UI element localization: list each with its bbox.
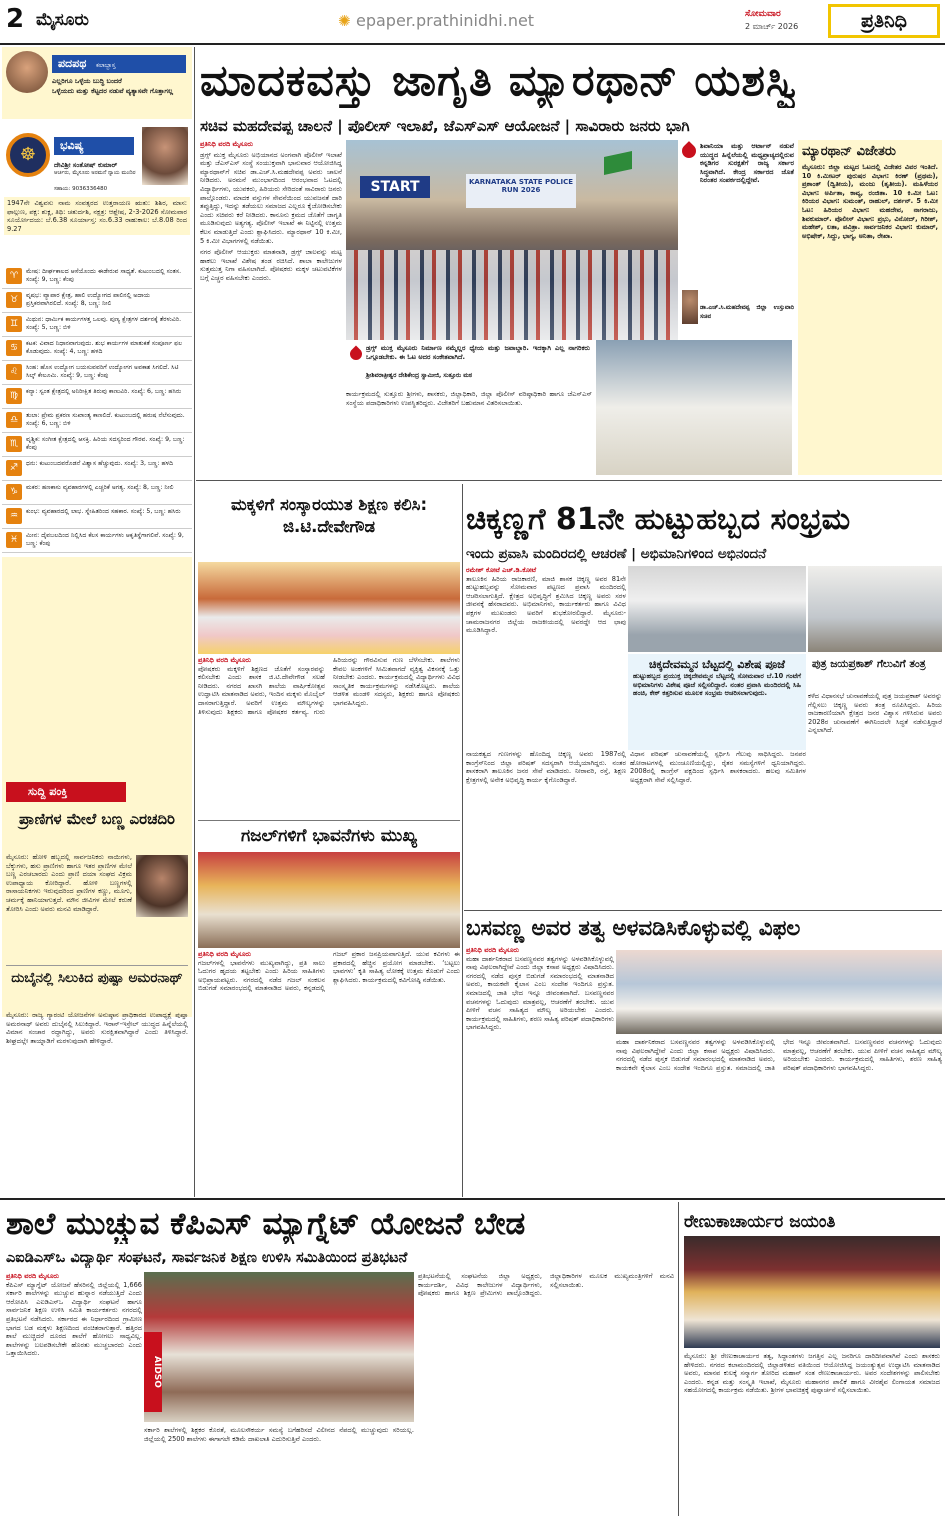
basavanna-body-cont: ಮಹಾ ದಾರ್ಶನಿಕರಾದ ಬಸವಣ್ಣನವರ ತತ್ವಗಳನ್ನು ಅಳವಡಿಸಿಕೊಳ್ಳುವಲ್ಲಿ ನಾವು ವಿಫಲರಾಗಿದ್ದೇವೆ ಎಂದು ಜಿಲ್ಲಾ ಕಸಾಪ ಅಧ್ಯಕ್ಷರು ವಿಷಾದಿಸಿದರು. ನಗರದಲ್ಲಿ ನಡೆದ ಪುಸ್ತಕ ಬಿಡುಗಡೆ ಸಮಾರಂಭದಲ್ಲಿ ಮಾತನಾಡಿದ ಅವರು, ಕಾಯಕವೇ ಕೈಲಾಸ ಎಂಬ ಸಂದೇಶ ಇಂದಿಗೂ ಪ್ರಸ್ತುತ. ಸಮಾಜದಲ್ಲಿ ಜಾತಿ ಭೇದ ಇನ್ನೂ ಜೀವಂತವಾಗಿದೆ. ಬಸವಣ್ಣನವರ ವಚನಗಳನ್ನು ಓದುವುದು ಮಾತ್ರವಲ್ಲ, ಆಚರಣೆಗೆ ತರಬೇಕು. ಯುವ ಪೀಳಿಗೆ ವಚನ ಸಾಹಿತ್ಯದ ಮೌಲ್ಯ ಅರಿಯಬೇಕು ಎಂದರು. ಕಾರ್ಯಕ್ರಮದಲ್ಲಿ ಸಾಹಿತಿಗಳು, ಶರಣ ಸಾಹಿತ್ಯ ಪರಿಷತ್ ಪದಾಧಿಕಾರಿಗಳು ಭಾಗವಹಿಸಿದ್ದರು. (616, 1038, 942, 1072)
birthday-byline: ರಮೇಶ್ ಕೋಟೆ ಎಚ್.ಡಿ.ಕೋಟೆ (466, 566, 537, 574)
basavanna-headline: ಬಸವಣ್ಣ ಅವರ ತತ್ವ ಅಳವಡಿಸಿಕೊಳ್ಳುವಲ್ಲಿ ವಿಫಲ (466, 916, 801, 941)
sign-text: ಮಕರ: ಹಣಕಾಸು ವ್ಯವಹಾರಗಳಲ್ಲಿ ಎಚ್ಚರಿಕೆ ಅಗತ್ಯ. ಸಂಖ್ಯೆ: 8, ಬಣ್ಣ: ನೀಲಿ (26, 484, 174, 491)
renuka-headline: ರೇಣುಕಾಚಾರ್ಯರ ಜಯಂತಿ (684, 1212, 836, 1232)
birthday-text-col2 (466, 750, 626, 894)
date-label: 2 ಮಾರ್ಚ್ 2026 (745, 22, 799, 31)
lead-walk-photo (596, 340, 792, 475)
gtd-bottom-rule (198, 820, 460, 821)
green-flag-icon (604, 151, 632, 175)
ghazal-photo (198, 852, 460, 948)
ghazal-body: ಗಜಲ್‌ಗಳಲ್ಲಿ ಭಾವನೆಗಳು ಮುಖ್ಯವಾಗಿದ್ದು, ಪ್ರತಿ ಸಾಲು ಓದುಗರ ಹೃದಯ ತಟ್ಟಬೇಕು ಎಂದು ಹಿರಿಯ ಸಾಹಿತಿಗಳು ಅಭಿಪ್ರಾಯಪಟ್ಟರು. ನಗರದಲ್ಲಿ ನಡೆದ ಗಜಲ್ ಸಂಕಲನ ಬಿಡುಗಡೆ ಸಮಾರಂಭದಲ್ಲಿ ಮಾತನಾಡಿದ ಅವರು, ಕನ್ನಡದಲ್ಲಿ ಗಜಲ್ ಪ್ರಕಾರ ಜನಪ್ರಿಯವಾಗುತ್ತಿದೆ. ಯುವ ಕವಿಗಳು ಈ ಪ್ರಕಾರದಲ್ಲಿ ಹೆಚ್ಚಿನ ಪ್ರಯೋಗ ಮಾಡಬೇಕು. ‘ಬಟ್ಟಲು ಭಾವಗಳು’ ಕೃತಿ ಸಾಹಿತ್ಯ ಲೋಕಕ್ಕೆ ಉತ್ತಮ ಕೊಡುಗೆ ಎಂದು ಶ್ಲಾಘಿಸಿದರು. ಕಾರ್ಯಕ್ರಮದಲ್ಲಿ ಕವಿಗೋಷ್ಠಿ ನಡೆಯಿತು. (198, 950, 460, 993)
padapatha-line2: ಒಳ್ಳೆಯದು ಮತ್ತು ಕೆಟ್ಟದರ ನಡುವೆ ವ್ಯತ್ಯಾಸವೇ ಗೊತ್ತಾಗಲ್ಲ (52, 87, 174, 95)
suddi-headline: ಪ್ರಾಣಿಗಳ ಮೇಲೆ ಬಣ್ಣ ಎರಚದಿರಿ (19, 810, 175, 828)
start-banner (360, 176, 430, 198)
kps-text-col2 (144, 1426, 414, 1516)
kps-headline: ಶಾಲೆ ಮುಚ್ಚುವ ಕೆಪಿಎಸ್ ಮ್ಯಾಗ್ನೆಟ್ ಯೋಜನೆ ಬೇಡ (6, 1206, 526, 1242)
lead-quote2 (346, 342, 592, 386)
ghazal-headline: ಗಜಲ್‌ಗಳಿಗೆ ಭಾವನೆಗಳು ಮುಖ್ಯ (240, 826, 418, 846)
birthday-body-2: ನಾಯಕತ್ವದ ಗುಣಗಳನ್ನು ಹೊಂದಿದ್ದ ಚಿಕ್ಕಣ್ಣ ಅವರು 1987ರಲ್ಲಿ ಕಾಂಗ್ರೆಸ್‌ನಿಂದ ಜಿಲ್ಲಾ ಪರಿಷತ್ ಸದಸ್ಯರಾಗಿ ಆಯ್ಕೆಯಾಗಿದ್ದರು. ನಂತರ ಶಾಸಕರಾಗಿ ತಾಲೂಕಿನ ಜನರ ಸೇವೆ ಮಾಡಿದರು. ನೀರಾವರಿ, ರಸ್ತೆ, ಶಿಕ್ಷಣ ಕ್ಷೇತ್ರಗಳಲ್ಲಿ ಅನೇಕ ಅಭಿವೃದ್ಧಿ ಕಾರ್ಯ ಕೈಗೊಂಡಿದ್ದಾರೆ. (466, 750, 626, 784)
sign-text: ಮಿಥುನ: ಧಾರ್ಮಿಕ ಕಾರ್ಯಗಳತ್ತ ಒಲವು. ಪುಣ್ಯ ಕ್ಷೇತ್ರಗಳ ದರ್ಶನಕ್ಕೆ ತೆರಳುವಿರಿ. ಸಂಖ್ಯೆ: 5, ಬಣ್ಣ: ಬಿಳಿ (26, 316, 182, 331)
bhavishya-box (2, 123, 192, 263)
puja-box (628, 654, 806, 750)
lead-text-col1 (200, 140, 342, 475)
padapatha-title-bar (52, 55, 186, 73)
sign-text: ವೃಶ್ಚಿಕ: ಸಂಗೀತ ಕ್ಷೇತ್ರದಲ್ಲಿ ಆಸಕ್ತಿ. ಹಿರಿಯ ಸದಸ್ಯರಿಂದ ಗೌರವ. ಸಂಖ್ಯೆ: 9, ಬಣ್ಣ: ಕೆಂಪು (26, 436, 185, 451)
quote-drop-icon (682, 141, 699, 161)
gtd-byline: ಪ್ರತಿನಿಧಿ ವರದಿ ಮೈಸೂರು (198, 656, 252, 664)
lead-headline: ಮಾದಕವಸ್ತು ಜಾಗೃತಿ ಮ್ಯಾರಥಾನ್ ಯಶಸ್ವಿ (200, 56, 798, 106)
leo-icon: ♌ (6, 364, 22, 380)
gemini-icon: ♊ (6, 316, 22, 332)
puja-body: ಹುಟ್ಟುಹಬ್ಬದ ಪ್ರಯುಕ್ತ ಚಿಕ್ಕದೇವಮ್ಮನ ಬೆಟ್ಟದಲ್ಲಿ ಸೋಮವಾರ ಬೆ.10 ಗಂಟೆಗೆ ಅಭಿಮಾನಿಗಳು ವಿಶೇಷ ಪೂಜೆ ಸಲ್ಲಿಸಲಿದ್ದಾರೆ. ನಂತರ ಪ್ರವಾಸಿ ಮಂದಿರದಲ್ಲಿ ಸಿಹಿ ಹಂಚಿ, ಕೇಕ್ ಕತ್ತರಿಸುವ ಮೂಲಕ ಸಂಭ್ರಮ ಆಚರಿಸಲಾಗುವುದು. (633, 672, 801, 698)
renuka-text (684, 1352, 940, 1516)
sign-text: ಕುಂಭ: ವ್ಯವಹಾರದಲ್ಲಿ ಲಾಭ. ಸ್ನೇಹಿತರಿಂದ ಸಹಕಾರ. ಸಂಖ್ಯೆ: 5, ಬಣ್ಣ: ಹಸಿರು (26, 508, 181, 515)
quote2-drop-icon (348, 346, 365, 363)
kps-body-2: ಸರ್ಕಾರಿ ಶಾಲೆಗಳಲ್ಲಿ ಶಿಕ್ಷಕರ ಕೊರತೆ, ಮೂಲಸೌಕರ್ಯ ಸಮಸ್ಯೆ ಬಗೆಹರಿಸದೆ ವಿಲೀನದ ನೆಪದಲ್ಲಿ ಮುಚ್ಚುವುದು ಸರಿಯಲ್ಲ. ಜಿಲ್ಲೆಯಲ್ಲಿ 2500 ಶಾಲೆಗಳು ಈಗಾಗಲೇ ಕಡಿಮೆ ದಾಖಲಾತಿ ಎದುರಿಸುತ್ತಿವೆ ಎಂದರು. (144, 1426, 414, 1443)
padapatha-photo (6, 51, 48, 93)
brand-name: ಪ್ರತಿನಿಧಿ (861, 10, 907, 32)
kps-text-col1 (6, 1272, 142, 1516)
kps-text-col3 (418, 1272, 674, 1516)
basavanna-byline: ಪ್ರತಿನಿಧಿ ವರದಿ ಮೈಸೂರು (466, 946, 520, 954)
sign-row (2, 529, 192, 553)
start-label: START (370, 179, 420, 195)
padapatha-line1: ಎಲ್ಲರಿಗೂ ಒಳ್ಳೆಯ ಬುದ್ಧಿ ಬಂದರೆ (52, 77, 122, 85)
lead-marathon-photo (346, 140, 678, 340)
son-text (808, 692, 942, 892)
sign-text: ಮೀನ: ದೈವಬಲದಿಂದ ನಿಲ್ಲಿಸಿದ ಕೆಲಸ ಕಾರ್ಯಗಳು ಆಕೃತಿಸ್ಥೆಗಾಗಲಿವೆ. ಸಂಖ್ಯೆ: 9, ಬಣ್ಣ: ಕೆಂಪು (26, 532, 184, 547)
masthead-rule (0, 43, 945, 45)
padapatha-author: ಕಲಾಬ್ಬಾಸ್ತ (96, 62, 116, 69)
birthday-photo-2 (808, 566, 942, 652)
lead-body-2: ನಗರ ಪೊಲೀಸ್ ಆಯುಕ್ತರು ಮಾತನಾಡಿ, ಡ್ರಗ್ಸ್ ಜಾಲವನ್ನು ಮಟ್ಟ ಹಾಕಲು ಇಲಾಖೆ ವಿಶೇಷ ತಂಡ ರಚಿಸಿದೆ. ಶಾಲಾ ಕಾಲೇಜುಗಳ ಸುತ್ತಮುತ್ತ ನಿಗಾ ವಹಿಸಲಾಗಿದೆ. ಪೋಷಕರು ಮಕ್ಕಳ ಚಟುವಟಿಕೆಗಳ ಬಗ್ಗೆ ಎಚ್ಚರ ವಹಿಸಬೇಕು ಎಂದರು. (200, 248, 342, 282)
pisces-icon: ♓ (6, 532, 22, 548)
minister-photo (682, 290, 698, 324)
sign-row (2, 385, 192, 409)
crowd-shape (346, 250, 678, 340)
site-url[interactable]: epaper.prathinidhi.net (356, 11, 535, 30)
lead-body-1: ಡ್ರಗ್ಸ್ ಮುಕ್ತ ಮೈಸೂರು ಅಭಿಯಾನದ ಅಂಗವಾಗಿ ಪೊಲೀಸ್ ಇಲಾಖೆ ಮತ್ತು ಜೆಎಸ್‌ಎಸ್ ಸಂಸ್ಥೆ ಸಂಯುಕ್ತವಾಗಿ ಭಾನುವಾರ ಆಯೋಜಿಸಿದ್ದ ಮ್ಯಾರಥಾನ್‌ಗೆ ಸಚಿವ ಡಾ.ಎಚ್.ಸಿ.ಮಹದೇವಪ್ಪ ಅವರು ಚಾಲನೆ ನೀಡಿದರು. ಅರಮನೆ ಮುಂಭಾಗದಿಂದ ಆರಂಭವಾದ ಓಟದಲ್ಲಿ ವಿದ್ಯಾರ್ಥಿಗಳು, ಯುವಕರು, ಹಿರಿಯರು ಸೇರಿದಂತೆ ಸಾವಿರಾರು ಜನರು ಪಾಲ್ಗೊಂಡರು. ಮಾದಕ ವಸ್ತುಗಳ ಸೇವನೆಯಿಂದ ಯುವಜನತೆ ದಾರಿ ತಪ್ಪುತ್ತಿದ್ದು, ಇದನ್ನು ತಡೆಯಲು ಸಮಾಜದ ಎಲ್ಲರೂ ಕೈಜೋಡಿಸಬೇಕು ಎಂದು ಸಚಿವರು ಕರೆ ನೀಡಿದರು. ಕಾನೂನು ಕ್ರಮದ ಜೊತೆಗೆ ಜಾಗೃತಿ ಮೂಡಿಸುವುದು ಅತ್ಯಗತ್ಯ. ಪೊಲೀಸ್ ಇಲಾಖೆ ಈ ನಿಟ್ಟಿನಲ್ಲಿ ಉತ್ತಮ ಕೆಲಸ ಮಾಡುತ್ತಿದೆ ಎಂದು ಶ್ಲಾಘಿಸಿದರು. ಮ್ಯಾರಥಾನ್ 10 ಕಿ.ಮೀ, 5 ಕಿ.ಮೀ ವಿಭಾಗಗಳಲ್ಲಿ ನಡೆಯಿತು. (200, 150, 342, 245)
panchanga: 1947ನೇ ವಿಶ್ವವಸು ನಾಮ ಸಂವತ್ಸರದ ಉತ್ತರಾಯಣ ಋತು: ಶಿಶಿರ, ಮಾಸ: ಫಾಲ್ಗುಣ, ಪಕ್ಷ: ಶುಕ್ಲ, ತಿಥಿ: ಚತುರ್ದಶಿ, ನಕ್ಷತ್ರ: ಆಶ್ಲೇಷ, 2-3-2026 ಸೋಮವಾರ ಸೂರ್ಯೋದಯ: ಬೆ.6.38 ಸೂರ್ಯಾಸ್ತ: ಸಂ.6.33 ರಾಹುಕಾಲ: ಬೆ.8.08 ರಿಂದ 9.27 (4, 197, 190, 235)
winners-body: ಮೈಸೂರು: ಜಿಲ್ಲಾ ಮಟ್ಟದ ಓಟದಲ್ಲಿ ವಿಜೇತರ ವಿವರ ಇಂತಿದೆ. 10 ಕಿ.ಮೀಟರ್ ಪುರುಷರ ವಿಭಾಗ: ಕಿರಣ್ (ಪ್ರಥಮ), ಪ್ರಶಾಂತ್ (ದ್ವಿತೀಯ), ಮಂಜು (ತೃತೀಯ). ಮಹಿಳೆಯರ ವಿಭಾಗ: ಅರ್ಪಿತಾ, ಕಾವ್ಯ, ರಂಜಿತಾ. 10 ಕಿ.ಮೀ ಓಟ: ಕಿರಿಯರ ವಿಭಾಗ: ಸುಮಂತ್, ರಾಹುಲ್, ದರ್ಶನ್. 5 ಕಿ.ಮೀ ಓಟ: ಹಿರಿಯರ ವಿಭಾಗ: ಮಹದೇವ, ನಾಗರಾಜು, ಶಿವಕುಮಾರ್. ಪೊಲೀಸ್ ವಿಭಾಗ: ಪ್ರಭು, ವಿನೋದ್, ಗಿರೀಶ್, ಮಹೇಶ್, ಲತಾ, ಪವಿತ್ರಾ. ಸಾರ್ವಜನಿಕರ ವಿಭಾಗ: ಕುಮಾರ್, ಅಭಿಷೇಕ್, ಸಿದ್ದು, ಭಾಗ್ಯ, ಅನಿತಾ, ರೇಖಾ. (802, 163, 938, 240)
event-banner-text: KARNATAKA STATE POLICE RUN 2026 (468, 178, 574, 194)
birthday-subhead: ಇಂದು ಪ್ರವಾಸಿ ಮಂದಿರದಲ್ಲಿ ಆಚರಣೆ | ಅಭಿಮಾನಿಗಳಿಂದ ಅಭಿನಂದನೆ (466, 546, 767, 562)
capricorn-icon: ♑ (6, 484, 22, 500)
left-column (2, 47, 192, 1197)
sign-text: ತುಲಾ: ಪ್ರೇಮ ಪ್ರಕರಣ ಸುಖಾಂತ್ಯ ಕಾಣಲಿದೆ. ಕುಟುಂಬದಲ್ಲಿ ಹರುಷ ನೆಲೆಸುವುದು. ಸಂಖ್ಯೆ: 6, ಬಣ್ಣ: ಬಿಳಿ (26, 412, 185, 427)
signs-list (2, 265, 192, 553)
lead-quote1 (682, 140, 794, 340)
lead-body-3: ಕಾರ್ಯಕ್ರಮದಲ್ಲಿ ಸುತ್ತೂರು ಶ್ರೀಗಳು, ಶಾಸಕರು, ಜಿಲ್ಲಾಧಿಕಾರಿ, ಜಿಲ್ಲಾ ಪೊಲೀಸ್ ವರಿಷ್ಠಾಧಿಕಾರಿ ಹಾಗೂ ಜೆಎಸ್‌ಎಸ್ ಸಂಸ್ಥೆಯ ಪದಾಧಿಕಾರಿಗಳು ಉಪಸ್ಥಿತರಿದ್ದರು. ವಿಜೇತರಿಗೆ ಬಹುಮಾನ ವಿತರಿಸಲಾಯಿತು. (346, 390, 592, 407)
sign-row (2, 313, 192, 337)
sign-text: ಧನು: ಕುಟುಂಬದವರೊಡನೆ ವಿಶ್ವಾಸ ಹೆಚ್ಚುವುದು. ಸಂಖ್ಯೆ: 3, ಬಣ್ಣ: ಹಳದಿ (26, 460, 174, 467)
sign-row (2, 457, 192, 481)
kps-body-1: ಕೆಪಿಎಸ್ ಮ್ಯಾಗ್ನೆಟ್ ಯೋಜನೆ ಹೆಸರಿನಲ್ಲಿ ಜಿಲ್ಲೆಯಲ್ಲಿ 1,666 ಸರ್ಕಾರಿ ಶಾಲೆಗಳನ್ನು ಮುಚ್ಚುವ ಹುನ್ನಾರ ನಡೆಯುತ್ತಿದೆ ಎಂದು ಆರೋಪಿಸಿ ಎಐಡಿಎಸ್‌ಒ ವಿದ್ಯಾರ್ಥಿ ಸಂಘಟನೆ ಹಾಗೂ ಸಾರ್ವಜನಿಕ ಶಿಕ್ಷಣ ಉಳಿಸಿ ಸಮಿತಿ ಕಾರ್ಯಕರ್ತರು ನಗರದಲ್ಲಿ ಪ್ರತಿಭಟನೆ ನಡೆಸಿದರು. ಸರ್ಕಾರದ ಈ ನಿರ್ಧಾರದಿಂದ ಗ್ರಾಮೀಣ ಭಾಗದ ಬಡ ಮಕ್ಕಳು ಶಿಕ್ಷಣದಿಂದ ವಂಚಿತರಾಗುತ್ತಾರೆ. ಹತ್ತಿರದ ಶಾಲೆ ಮುಚ್ಚಿದರೆ ದೂರದ ಶಾಲೆಗೆ ಹೋಗಲು ಸಾಧ್ಯವಿಲ್ಲ. ಶಾಲೆಗಳನ್ನು ಬಲಪಡಿಸಬೇಕೇ ಹೊರತು ಮುಚ್ಚಬಾರದು ಎಂದು ಒತ್ತಾಯಿಸಿದರು. (6, 1280, 142, 1358)
sign-row (2, 481, 192, 505)
birthday-body-3: ವಿಧಾನ ಪರಿಷತ್ ಚುನಾವಣೆಯಲ್ಲಿ ಸ್ಪರ್ಧಿಸಿ ಗೆಲುವು ಸಾಧಿಸಿದ್ದರು. ಜನಪರ ಹೋರಾಟಗಳಲ್ಲಿ ಮುಂಚೂಣಿಯಲ್ಲಿದ್ದು, ರೈತರ ಸಮಸ್ಯೆಗಳಿಗೆ ಧ್ವನಿಯಾಗಿದ್ದರು. 2008ರಲ್ಲಿ ಕಾಂಗ್ರೆಸ್ ಪಕ್ಷದಿಂದ ಸ್ಪರ್ಧಿಸಿ ಶಾಸಕರಾದರು. ಹಲವು ಸಮಿತಿಗಳ ಅಧ್ಯಕ್ಷರಾಗಿ ಸೇವೆ ಸಲ್ಲಿಸಿದ್ದಾರೆ. (630, 750, 806, 784)
sign-row (2, 409, 192, 433)
left-column-divider (194, 47, 195, 1197)
suddi-title-bar (6, 782, 126, 802)
gtd-body: ಪೋಷಕರು ಮಕ್ಕಳಿಗೆ ಶಿಕ್ಷಣದ ಜೊತೆಗೆ ಸಂಸ್ಕಾರವನ್ನು ಕಲಿಸಬೇಕು ಎಂದು ಶಾಸಕ ಜಿ.ಟಿ.ದೇವೇಗೌಡ ಸಲಹೆ ನೀಡಿದರು. ನಗರದ ಖಾಸಗಿ ಶಾಲೆಯ ವಾರ್ಷಿಕೋತ್ಸವ ಉದ್ಘಾಟಿಸಿ ಮಾತನಾಡಿದ ಅವರು, ಇಂದಿನ ಮಕ್ಕಳು ಮೊಬೈಲ್ ದಾಸರಾಗುತ್ತಿದ್ದಾರೆ. ಅವರಿಗೆ ಉತ್ತಮ ಮೌಲ್ಯಗಳನ್ನು ತಿಳಿಸುವುದು ಶಿಕ್ಷಕರು ಹಾಗೂ ಪೋಷಕರ ಕರ್ತವ್ಯ. ಗುರು ಹಿರಿಯರನ್ನು ಗೌರವಿಸುವ ಗುಣ ಬೆಳೆಸಬೇಕು. ಶಾಲೆಗಳು ಕೇವಲ ಅಂಕಗಳಿಗೆ ಸೀಮಿತವಾಗದೆ ವ್ಯಕ್ತಿತ್ವ ವಿಕಸನಕ್ಕೆ ಒತ್ತು ನೀಡಬೇಕು ಎಂದರು. ಕಾರ್ಯಕ್ರಮದಲ್ಲಿ ವಿದ್ಯಾರ್ಥಿಗಳು ವಿವಿಧ ಸಾಂಸ್ಕೃತಿಕ ಕಾರ್ಯಕ್ರಮಗಳನ್ನು ನಡೆಸಿಕೊಟ್ಟರು. ಶಾಲೆಯ ಆಡಳಿತ ಮಂಡಳಿ ಸದಸ್ಯರು, ಶಿಕ್ಷಕರು ಹಾಗೂ ಪೋಷಕರು ಭಾಗವಹಿಸಿದ್ದರು. (198, 656, 460, 716)
sign-row (2, 361, 192, 385)
aidso-banner (144, 1332, 162, 1412)
event-banner (466, 174, 576, 208)
suddi-divider (6, 965, 188, 966)
gtd-text (198, 656, 460, 816)
aidso-label: AIDSO (152, 1356, 162, 1388)
padapatha-title: ಪದಪಥ (58, 57, 87, 70)
sign-text: ವೃಷಭ: ವ್ಯಾಪಾರ ಕ್ಷೇತ್ರ, ಹಾಲಿ ಉದ್ಯೋಗದ ಪಾಲಿನಲ್ಲಿ ಅದಾಯ ಪ್ರಸ್ತಿಕರವಾಗಿರಲಿದೆ. ಸಂಖ್ಯೆ: 8, ಬಣ್ಣ: ನೀಲಿ (26, 292, 151, 307)
lead-text-col2 (346, 390, 592, 476)
lead-quote2-text: ಡ್ರಗ್ಸ್ ಮುಕ್ತ ಮೈಸೂರು ನಿರ್ಮಾಣ ನಮ್ಮೆಲ್ಲರ ಧ್ಯೇಯ ಮತ್ತು ಜವಾಬ್ದಾರಿ. ಇದಕ್ಕಾಗಿ ಎಲ್ಲ ನಾಗರಿಕರು ಒಗ್ಗೂಡಬೇಕು. ಈ ಓಟ ಅದರ ಸಂಕೇತವಾಗಿದೆ. (366, 344, 590, 361)
kps-body-3: ಪ್ರತಿಭಟನೆಯಲ್ಲಿ ಸಂಘಟನೆಯ ಜಿಲ್ಲಾ ಅಧ್ಯಕ್ಷರು, ಕಾರ್ಯದರ್ಶಿ, ವಿವಿಧ ಕಾಲೇಜುಗಳ ವಿದ್ಯಾರ್ಥಿಗಳು, ಪೋಷಕರು ಹಾಗೂ ಶಿಕ್ಷಣ ಪ್ರೇಮಿಗಳು ಪಾಲ್ಗೊಂಡಿದ್ದರು. ಜಿಲ್ಲಾಧಿಕಾರಿಗಳ ಮೂಲಕ ಮುಖ್ಯಮಂತ್ರಿಗಳಿಗೆ ಮನವಿ ಸಲ್ಲಿಸಲಾಯಿತು. (418, 1272, 674, 1298)
gtd-headline: ಮಕ್ಕಳಿಗೆ ಸಂಸ್ಕಾರಯುತ ಶಿಕ್ಷಣ ಕಲಿಸಿ: ಜಿ.ಟಿ.ದೇವೇಗೌಡ (230, 495, 428, 536)
sign-text: ಕನ್ಯಾ: ಸ್ವಂತ ಕ್ಷೇತ್ರದಲ್ಲಿ ಅನಿರೀಕ್ಷಿತ ತಿರುವು ಕಾಣುವಿರಿ. ಸಂಖ್ಯೆ: 6, ಬಣ್ಣ: ಹಸಿರು (26, 388, 182, 395)
dubai-headline: ದುಬೈನಲ್ಲಿ ಸಿಲುಕಿದ ಪುಷ್ಪಾ ಅಮರನಾಥ್ (11, 970, 183, 986)
lead-quote2-by: ಶ್ರೀಶಿವರಾತ್ರೀಶ್ವರ ದೇಶಿಕೇಂದ್ರ ಸ್ವಾಮೀಜಿ, ಸುತ್ತೂರು ಮಠ (366, 372, 473, 379)
libra-icon: ♎ (6, 412, 22, 428)
sign-text: ಸಿಂಹ: ಹೊಸ ಉದ್ಯೋಗ ಬಯಸುವವರಿಗೆ ಉದ್ಯೋಗಗ ಅವಕಾಶ ಸಿಗಲಿದೆ. ಸಿಟಿ ಸಿಲ್ಕ್ ಕೇಲೂಮಿ. ಸಂಖ್ಯೆ: 9, ಬಣ್ಣ: ಕೆಂಪು (26, 364, 179, 379)
kps-byline: ಪ್ರತಿನಿಧಿ ವರದಿ ಮೈಸೂರು (6, 1272, 60, 1280)
winners-title: ಮ್ಯಾರಥಾನ್ ವಿಜೇತರು (802, 144, 896, 159)
sign-text: ಮೇಷ: ದೀರ್ಘಕಾಲದ ಆಸೆಯೊಂದು ಈಡೇರುವ ಸಾಧ್ಯತೆ. ಕುಟುಂಬದಲ್ಲಿ ಸಂತಸ. ಸಂಖ್ಯೆ: 9, ಬಣ್ಣ: ಕೆಂಪು (26, 268, 182, 283)
kps-protest-photo (144, 1272, 414, 1422)
lead-byline: ಪ್ರತಿನಿಧಿ ವರದಿ ಮೈಸೂರು (200, 140, 254, 148)
suddi-body: ಮೈಸೂರು: ಹೋಳಿ ಹಬ್ಬದಲ್ಲಿ ಸಾರ್ವಜನಿಕರು ನಾಯಿಗಳು, ಬೆಕ್ಕುಗಳು, ಹಸು ಪ್ರಾಣಿಗಳು ಹಾಗೂ ಇತರ ಪ್ರಾಣಿಗಳ ಮೇಲೆ ಬಣ್ಣ ಎರಚಬಾರದು ಎಂದು ಪ್ರಾಣಿ ದಯಾ ಸಂಘದ ವಿಕ್ರಮ ಉಪಾಧ್ಯಾಯ ಕೋರಿದ್ದಾರೆ. ಹೋಳಿ ಬಣ್ಣಗಳಲ್ಲಿ ರಾಸಾಯನಿಕಗಳು ಇರುವುದರಿಂದ ಪ್ರಾಣಿಗಳ ಕಣ್ಣು, ಮೂಗು, ಚರ್ಮಕ್ಕೆ ಹಾನಿಯಾಗುತ್ತದೆ. ಮೌನ ಜೀವಿಗಳ ಮೇಲೆ ಕರುಣೆ ತೋರಿಸಿ ಎಂದು ಅವರು ಮನವಿ ಮಾಡಿದ್ದಾರೆ. (6, 853, 132, 913)
lead-quote1-text: ಶಿವಾನಿಯಾ ಮತ್ತು ಆರ್ಟಾನ್ ನಡುವೆ ಯುದ್ಧದ ಹಿನ್ನೆಲೆಯಲ್ಲಿ ಮಧ್ಯಪ್ರಾಚ್ಯದಲ್ಲಿರುವ ಕನ್ನಡಿಗರ ಸುರಕ್ಷತೆಗೆ ರಾಜ್ಯ ಸರ್ಕಾರ ಸಿದ್ಧವಾಗಿದೆ. ಕೇಂದ್ರ ಸರ್ಕಾರದ ಜೊತೆ ನಿರಂತರ ಸಂಪರ್ಕದಲ್ಲಿದ್ದೇವೆ. (700, 142, 794, 185)
ghazal-text (198, 950, 460, 1195)
birthday-body-1: ತಾಲೂಕಿನ ಹಿರಿಯ ರಾಜಕಾರಣಿ, ಮಾಜಿ ಶಾಸಕ ಚಿಕ್ಕಣ್ಣ ಅವರ 81ನೇ ಹುಟ್ಟುಹಬ್ಬವನ್ನು ಸೋಮವಾರ ಪಟ್ಟಣದ ಪ್ರವಾಸಿ ಮಂದಿರದಲ್ಲಿ ಆಚರಿಸಲಾಗುತ್ತಿದೆ. ಕ್ಷೇತ್ರದ ಅಭಿವೃದ್ಧಿಗೆ ಶ್ರಮಿಸಿದ ಚಿಕ್ಕಣ್ಣ ಅವರು ಸರಳ ಜೀವನಕ್ಕೆ ಹೆಸರಾದವರು. ಅಭಿಮಾನಿಗಳು, ಕಾರ್ಯಕರ್ತರು ಹಾಗೂ ವಿವಿಧ ಪಕ್ಷಗಳ ಮುಖಂಡರು ಅವರಿಗೆ ಶುಭಕೋರಲಿದ್ದಾರೆ. ಮೈಸೂರು-ಚಾಮರಾಜನಗರ ಜಿಲ್ಲೆಯ ರಾಜಕೀಯದಲ್ಲಿ ಅವರದ್ದೇ ಆದ ಛಾಪು ಮೂಡಿಸಿದ್ದಾರೆ. (466, 574, 626, 635)
basavanna-photo (616, 950, 942, 1034)
aquarius-icon: ♒ (6, 508, 22, 524)
ghazal-byline: ಪ್ರತಿನಿಧಿ ವರದಿ ಮೈಸೂರು (198, 950, 252, 958)
middle-divider (462, 484, 463, 1197)
renuka-body: ಮೈಸೂರು: ಶ್ರೀ ರೇಣುಕಾಚಾರ್ಯರ ತತ್ವ, ಸಿದ್ಧಾಂತಗಳು ಜಗತ್ತಿನ ಎಲ್ಲ ಜನರಿಗೂ ದಾರಿದೀಪವಾಗಿವೆ ಎಂದು ಶಾಸಕರು ಹೇಳಿದರು. ನಗರದ ಕಲಾಮಂದಿರದಲ್ಲಿ ಜಿಲ್ಲಾಡಳಿತದ ವತಿಯಿಂದ ಆಯೋಜಿಸಿದ್ದ ಜಯಂತ್ಯುತ್ಸವ ಉದ್ಘಾಟಿಸಿ ಮಾತನಾಡಿದ ಅವರು, ಮಾನವ ಕುಲಕ್ಕೆ ಸನ್ಮಾರ್ಗ ತೋರಿದ ಮಹಾನ್ ಸಂತ ರೇಣುಕಾಚಾರ್ಯರು. ಅವರ ಸಂದೇಶಗಳನ್ನು ಪಾಲಿಸಬೇಕು ಎಂದರು. ಕನ್ನಡ ಮತ್ತು ಸಂಸ್ಕೃತಿ ಇಲಾಖೆ, ಮೈಸೂರು ಮಹಾನಗರ ಪಾಲಿಕೆ ಹಾಗೂ ವೀರಶೈವ ಲಿಂಗಾಯತ ಸಮಾಜದ ಸಹಯೋಗದಲ್ಲಿ ಕಾರ್ಯಕ್ರಮ ನಡೆಯಿತು. ಶ್ರೀಗಳ ಭಾವಚಿತ್ರಕ್ಕೆ ಪುಷ್ಪಾರ್ಚನೆ ಸಲ್ಲಿಸಲಾಯಿತು. (684, 1352, 940, 1395)
bottom-divider (678, 1202, 679, 1516)
basavanna-text-2 (616, 1038, 942, 1193)
renuka-photo (684, 1236, 940, 1348)
gtd-photo (198, 562, 460, 654)
birthday-bottom-rule (464, 910, 942, 911)
masthead (0, 0, 945, 46)
birthday-photo-1 (628, 566, 806, 652)
padapatha-box (2, 47, 192, 119)
birthday-text-col3 (630, 750, 806, 894)
winners-box (798, 140, 942, 475)
taurus-icon: ♉ (6, 292, 22, 308)
virgo-icon: ♍ (6, 388, 22, 404)
astrologer-photo (142, 127, 188, 185)
bhavishya-title: ಭವಿಷ್ಯ (54, 137, 134, 155)
sign-row (2, 505, 192, 529)
scorpio-icon: ♏ (6, 436, 22, 452)
lead-subhead: ಸಚಿವ ಮಹದೇವಪ್ಪ ಚಾಲನೆ | ಪೊಲೀಸ್ ಇಲಾಖೆ, ಜೆಎಸ್‌ಎಸ್ ಆಯೋಜನೆ | ಸಾವಿರಾರು ಜನರು ಭಾಗಿ (200, 117, 690, 135)
sign-row (2, 289, 192, 313)
sun-icon: ✺ (338, 12, 351, 30)
dubai-body: ಮೈಸೂರು: ರಾಜ್ಯ ಗ್ಯಾರಂಟಿ ಯೋಜನೆಗಳ ಅನುಷ್ಠಾನ ಪ್ರಾಧಿಕಾರದ ಉಪಾಧ್ಯಕ್ಷೆ ಪುಷ್ಪಾ ಅಮರನಾಥ್ ಅವರು ದುಬೈನಲ್ಲಿ ಸಿಲುಕಿದ್ದಾರೆ. ಇರಾನ್-ಇಸ್ರೇಲ್ ಯುದ್ಧದ ಹಿನ್ನೆಲೆಯಲ್ಲಿ ವಿಮಾನ ಸಂಚಾರ ರದ್ದಾಗಿದ್ದು, ಅವರು ಸುರಕ್ಷಿತವಾಗಿದ್ದಾರೆ ಎಂದು ತಿಳಿಸಿದ್ದಾರೆ. ಶೀಘ್ರದಲ್ಲೇ ತಾಯ್ನಾಡಿಗೆ ಮರಳುವುದಾಗಿ ಹೇಳಿದ್ದಾರೆ. (6, 1011, 188, 1045)
birthday-headline: ಚಿಕ್ಕಣ್ಣಗೆ 81ನೇ ಹುಟ್ಟುಹಬ್ಬದ ಸಂಭ್ರಮ (466, 502, 851, 537)
sign-row (2, 337, 192, 361)
puja-headline: ಚಿಕ್ಕದೇವಮ್ಮನ ಬೆಟ್ಟದಲ್ಲಿ ವಿಶೇಷ ಪೂಜೆ (649, 658, 785, 671)
zodiac-wheel-icon: ☸ (6, 133, 50, 177)
basavanna-text-1 (466, 946, 614, 1196)
day-label: ಸೋಮವಾರ (745, 9, 781, 19)
lead-bottom-rule (196, 480, 942, 481)
sign-row (2, 265, 192, 289)
suddi-photo (136, 855, 188, 917)
bottom-section-rule (0, 1198, 945, 1200)
astrologer-info: ಆರ್ಚರು, ಮೈಸೂರು ಅರಮನೆ ನ್ಯಾಯ ಮಂದಿರ (54, 170, 136, 176)
sagittarius-icon: ♐ (6, 460, 22, 476)
birthday-text-col1 (466, 566, 626, 746)
sign-row (2, 433, 192, 457)
astrologer-phone: ಸಹಾಯ: 9036336480 (54, 186, 108, 192)
son-headline: ಪುತ್ರ ಜಯಪ್ರಕಾಶ್ ಗೆಲುವಿಗೆ ತಂತ್ರ (812, 658, 926, 670)
lead-quote1-by: ಡಾ.ಎಚ್.ಸಿ.ಮಹದೇವಪ್ಪ ಜಿಲ್ಲಾ ಉಸ್ತುವಾರಿ ಸಚಿವ (700, 304, 794, 320)
aries-icon: ♈ (6, 268, 22, 284)
suddi-title-text: ಸುದ್ದಿ ಪಂಕ್ತಿ (28, 785, 68, 798)
kps-subhead: ಎಐಡಿಎಸ್‌ಒ ವಿದ್ಯಾರ್ಥಿ ಸಂಘಟನೆ, ಸಾರ್ವಜನಿಕ ಶಿಕ್ಷಣ ಉಳಿಸಿ ಸಮಿತಿಯಿಂದ ಪ್ರತಿಭಟನೆ (6, 1250, 408, 1266)
brand-logo (828, 4, 940, 38)
page-number: 2 (6, 4, 25, 34)
cancer-icon: ♋ (6, 340, 22, 356)
son-body: ಕಳೆದ ವಿಧಾನಸಭೆ ಚುನಾವಣೆಯಲ್ಲಿ ಪುತ್ರ ಜಯಪ್ರಕಾಶ್ ಅವರನ್ನು ಗೆಲ್ಲಿಸಲು ಚಿಕ್ಕಣ್ಣ ಅವರು ತಂತ್ರ ರೂಪಿಸಿದ್ದರು. ಹಿರಿಯ ರಾಜಕಾರಣಿಯಾಗಿ ಕ್ಷೇತ್ರದ ಜನರ ವಿಶ್ವಾಸ ಗಳಿಸಿರುವ ಅವರು 2028ರ ಚುನಾವಣೆಗೆ ಈಗಿನಿಂದಲೇ ಸಿದ್ಧತೆ ನಡೆಸುತ್ತಿದ್ದಾರೆ ಎನ್ನಲಾಗಿದೆ. (808, 692, 942, 735)
basavanna-body: ಮಹಾ ದಾರ್ಶನಿಕರಾದ ಬಸವಣ್ಣನವರ ತತ್ವಗಳನ್ನು ಅಳವಡಿಸಿಕೊಳ್ಳುವಲ್ಲಿ ನಾವು ವಿಫಲರಾಗಿದ್ದೇವೆ ಎಂದು ಜಿಲ್ಲಾ ಕಸಾಪ ಅಧ್ಯಕ್ಷರು ವಿಷಾದಿಸಿದರು. ನಗರದಲ್ಲಿ ನಡೆದ ಪುಸ್ತಕ ಬಿಡುಗಡೆ ಸಮಾರಂಭದಲ್ಲಿ ಮಾತನಾಡಿದ ಅವರು, ಕಾಯಕವೇ ಕೈಲಾಸ ಎಂಬ ಸಂದೇಶ ಇಂದಿಗೂ ಪ್ರಸ್ತುತ. ಸಮಾಜದಲ್ಲಿ ಜಾತಿ ಭೇದ ಇನ್ನೂ ಜೀವಂತವಾಗಿದೆ. ಬಸವಣ್ಣನವರ ವಚನಗಳನ್ನು ಓದುವುದು ಮಾತ್ರವಲ್ಲ, ಆಚರಣೆಗೆ ತರಬೇಕು. ಯುವ ಪೀಳಿಗೆ ವಚನ ಸಾಹಿತ್ಯದ ಮೌಲ್ಯ ಅರಿಯಬೇಕು ಎಂದರು. ಕಾರ್ಯಕ್ರಮದಲ್ಲಿ ಸಾಹಿತಿಗಳು, ಶರಣ ಸಾಹಿತ್ಯ ಪರಿಷತ್ ಪದಾಧಿಕಾರಿಗಳು ಭಾಗವಹಿಸಿದ್ದರು. (466, 954, 614, 1032)
sign-text: ಕಟಕ: ವಿವಾದ ನಿಧಾನವಾಗುವುದು. ಶುಭ ಕಾರ್ಯಗಳ ಮಾತುಕತೆ ಸಂಪೂರ್ಣ ಫಲ ಕೊಡುವುದು. ಸಂಖ್ಯೆ: 4, ಬಣ್ಣ: ಹಳದಿ (26, 340, 183, 355)
astrologer-name: ದೇವಿಶ್ರೀ ಸಂತೋಷ್ ಕುಮಾರ್ (54, 161, 118, 169)
edition-label: ಮೈಸೂರು (36, 10, 89, 30)
